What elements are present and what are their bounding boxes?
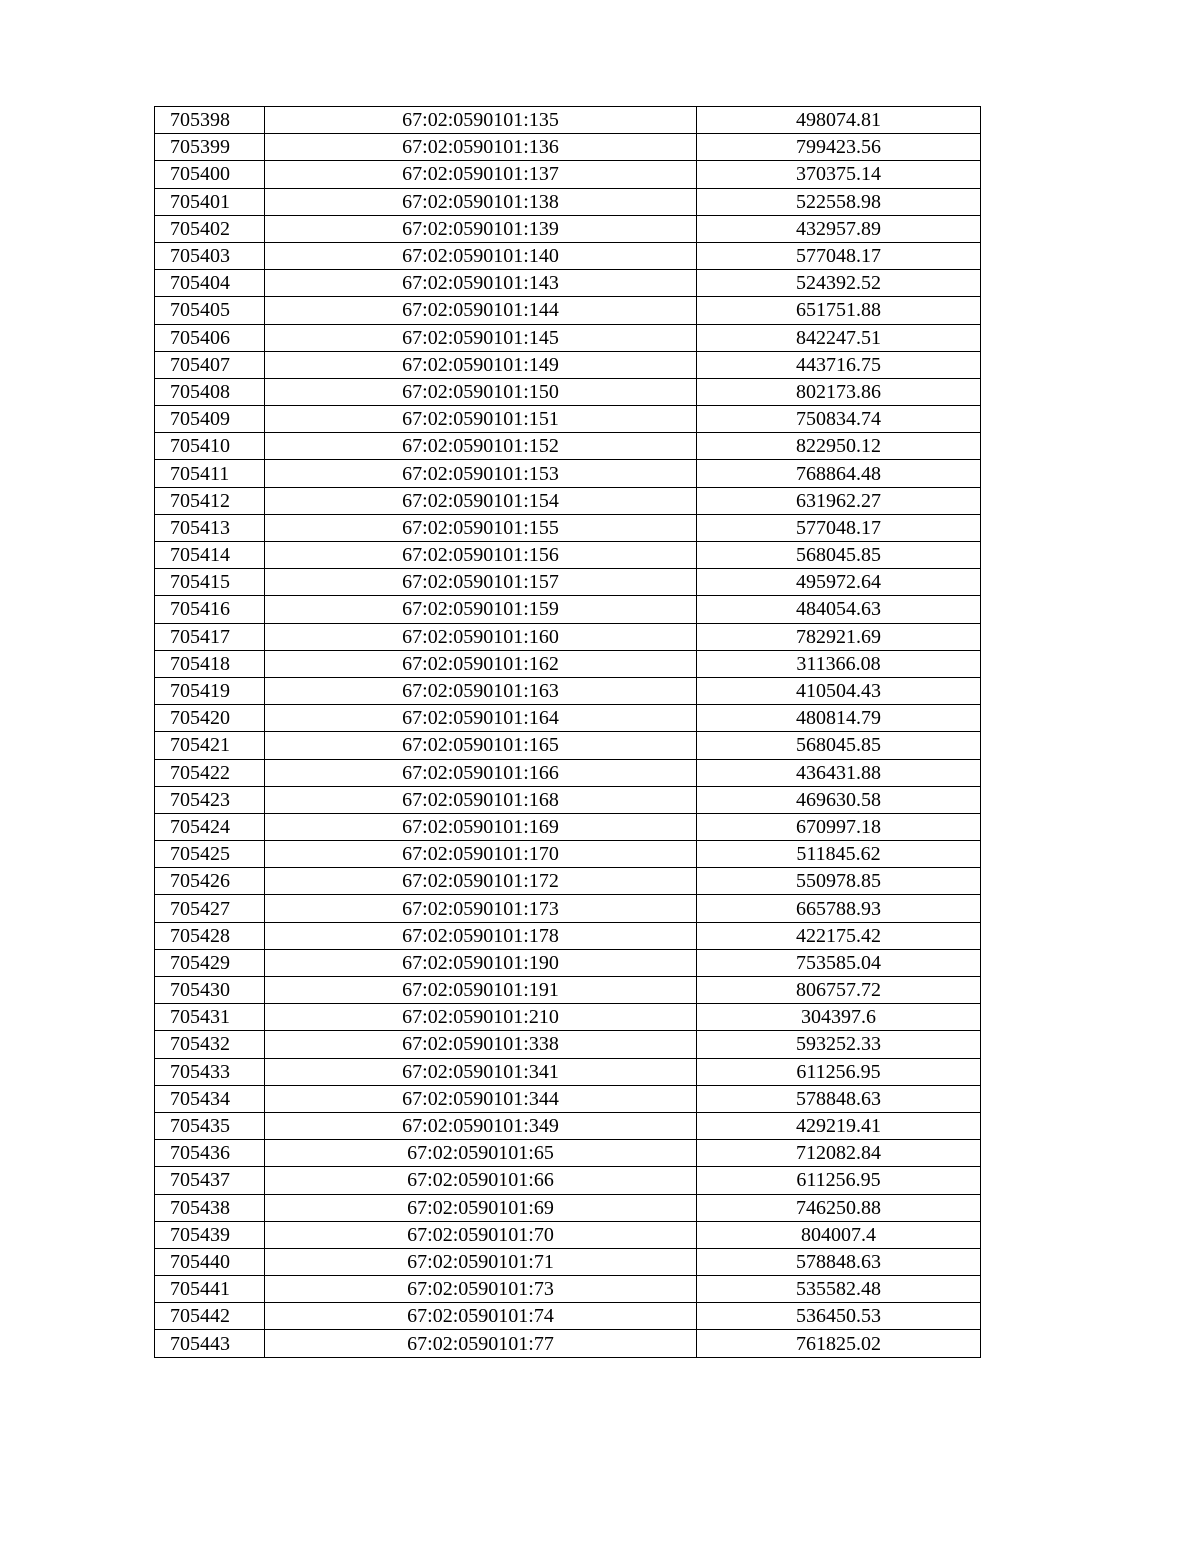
- cadastral-number-cell: 67:02:0590101:150: [265, 378, 697, 405]
- cadastral-number-cell: 67:02:0590101:149: [265, 351, 697, 378]
- value-cell: 422175.42: [697, 922, 981, 949]
- value-cell: 568045.85: [697, 542, 981, 569]
- row-number-cell: 705411: [155, 460, 265, 487]
- cadastral-number-cell: 67:02:0590101:172: [265, 868, 697, 895]
- cadastral-number-cell: 67:02:0590101:74: [265, 1303, 697, 1330]
- row-number-cell: 705431: [155, 1004, 265, 1031]
- table-row: [155, 813, 981, 840]
- cadastral-number-cell: 67:02:0590101:341: [265, 1058, 697, 1085]
- row-number-cell: 705439: [155, 1221, 265, 1248]
- row-number-cell: 705430: [155, 977, 265, 1004]
- value-cell: 524392.52: [697, 270, 981, 297]
- data-table: [154, 106, 981, 1358]
- value-cell: 511845.62: [697, 841, 981, 868]
- row-number-cell: 705408: [155, 378, 265, 405]
- value-cell: 593252.33: [697, 1031, 981, 1058]
- table-row: [155, 1058, 981, 1085]
- cadastral-number-cell: 67:02:0590101:157: [265, 569, 697, 596]
- value-cell: 665788.93: [697, 895, 981, 922]
- row-number-cell: 705434: [155, 1085, 265, 1112]
- value-cell: 782921.69: [697, 623, 981, 650]
- value-cell: 535582.48: [697, 1276, 981, 1303]
- row-number-cell: 705418: [155, 650, 265, 677]
- cadastral-number-cell: 67:02:0590101:338: [265, 1031, 697, 1058]
- row-number-cell: 705416: [155, 596, 265, 623]
- row-number-cell: 705435: [155, 1112, 265, 1139]
- row-number-cell: 705432: [155, 1031, 265, 1058]
- row-number-cell: 705400: [155, 161, 265, 188]
- row-number-cell: 705406: [155, 324, 265, 351]
- table-row: [155, 732, 981, 759]
- cadastral-number-cell: 67:02:0590101:138: [265, 188, 697, 215]
- cadastral-number-cell: 67:02:0590101:169: [265, 813, 697, 840]
- row-number-cell: 705437: [155, 1167, 265, 1194]
- row-number-cell: 705426: [155, 868, 265, 895]
- row-number-cell: 705424: [155, 813, 265, 840]
- value-cell: 799423.56: [697, 134, 981, 161]
- value-cell: 670997.18: [697, 813, 981, 840]
- value-cell: 577048.17: [697, 514, 981, 541]
- row-number-cell: 705404: [155, 270, 265, 297]
- table-row: [155, 705, 981, 732]
- row-number-cell: 705422: [155, 759, 265, 786]
- cadastral-number-cell: 67:02:0590101:152: [265, 433, 697, 460]
- table-row: [155, 623, 981, 650]
- cadastral-number-cell: 67:02:0590101:136: [265, 134, 697, 161]
- table-row: [155, 1248, 981, 1275]
- row-number-cell: 705409: [155, 406, 265, 433]
- value-cell: 484054.63: [697, 596, 981, 623]
- value-cell: 522558.98: [697, 188, 981, 215]
- row-number-cell: 705399: [155, 134, 265, 161]
- table-row: [155, 1112, 981, 1139]
- table-row: [155, 786, 981, 813]
- cadastral-number-cell: 67:02:0590101:166: [265, 759, 697, 786]
- row-number-cell: 705428: [155, 922, 265, 949]
- value-cell: 568045.85: [697, 732, 981, 759]
- row-number-cell: 705412: [155, 487, 265, 514]
- cadastral-number-cell: 67:02:0590101:151: [265, 406, 697, 433]
- value-cell: 536450.53: [697, 1303, 981, 1330]
- cadastral-number-cell: 67:02:0590101:156: [265, 542, 697, 569]
- table-row: [155, 487, 981, 514]
- cadastral-number-cell: 67:02:0590101:163: [265, 677, 697, 704]
- value-cell: 577048.17: [697, 242, 981, 269]
- table-row: [155, 949, 981, 976]
- value-cell: 611256.95: [697, 1058, 981, 1085]
- cadastral-number-cell: 67:02:0590101:70: [265, 1221, 697, 1248]
- row-number-cell: 705420: [155, 705, 265, 732]
- cadastral-number-cell: 67:02:0590101:73: [265, 1276, 697, 1303]
- table-row: [155, 868, 981, 895]
- row-number-cell: 705402: [155, 215, 265, 242]
- value-cell: 761825.02: [697, 1330, 981, 1357]
- cadastral-number-cell: 67:02:0590101:173: [265, 895, 697, 922]
- table-row: [155, 542, 981, 569]
- row-number-cell: 705405: [155, 297, 265, 324]
- table-row: [155, 134, 981, 161]
- value-cell: 480814.79: [697, 705, 981, 732]
- cadastral-number-cell: 67:02:0590101:160: [265, 623, 697, 650]
- row-number-cell: 705433: [155, 1058, 265, 1085]
- row-number-cell: 705417: [155, 623, 265, 650]
- table-row: [155, 406, 981, 433]
- value-cell: 842247.51: [697, 324, 981, 351]
- cadastral-number-cell: 67:02:0590101:154: [265, 487, 697, 514]
- row-number-cell: 705438: [155, 1194, 265, 1221]
- row-number-cell: 705436: [155, 1140, 265, 1167]
- table-row: [155, 1330, 981, 1357]
- table-row: [155, 460, 981, 487]
- row-number-cell: 705425: [155, 841, 265, 868]
- table-row: [155, 270, 981, 297]
- value-cell: 432957.89: [697, 215, 981, 242]
- row-number-cell: 705413: [155, 514, 265, 541]
- table-row: [155, 977, 981, 1004]
- table-row: [155, 895, 981, 922]
- row-number-cell: 705442: [155, 1303, 265, 1330]
- cadastral-number-cell: 67:02:0590101:71: [265, 1248, 697, 1275]
- table-row: [155, 841, 981, 868]
- table-row: [155, 759, 981, 786]
- table-row: [155, 1140, 981, 1167]
- cadastral-number-cell: 67:02:0590101:140: [265, 242, 697, 269]
- row-number-cell: 705421: [155, 732, 265, 759]
- cadastral-number-cell: 67:02:0590101:191: [265, 977, 697, 1004]
- cadastral-number-cell: 67:02:0590101:190: [265, 949, 697, 976]
- cadastral-number-cell: 67:02:0590101:155: [265, 514, 697, 541]
- value-cell: 429219.41: [697, 1112, 981, 1139]
- cadastral-number-cell: 67:02:0590101:164: [265, 705, 697, 732]
- cadastral-number-cell: 67:02:0590101:349: [265, 1112, 697, 1139]
- row-number-cell: 705443: [155, 1330, 265, 1357]
- table-row: [155, 514, 981, 541]
- value-cell: 469630.58: [697, 786, 981, 813]
- table-row: [155, 378, 981, 405]
- table-row: [155, 161, 981, 188]
- cadastral-number-cell: 67:02:0590101:143: [265, 270, 697, 297]
- table-row: [155, 433, 981, 460]
- cadastral-number-cell: 67:02:0590101:65: [265, 1140, 697, 1167]
- value-cell: 550978.85: [697, 868, 981, 895]
- row-number-cell: 705398: [155, 107, 265, 134]
- table-row: [155, 650, 981, 677]
- value-cell: 802173.86: [697, 378, 981, 405]
- cadastral-number-cell: 67:02:0590101:168: [265, 786, 697, 813]
- cadastral-number-cell: 67:02:0590101:145: [265, 324, 697, 351]
- cadastral-number-cell: 67:02:0590101:165: [265, 732, 697, 759]
- value-cell: 631962.27: [697, 487, 981, 514]
- value-cell: 436431.88: [697, 759, 981, 786]
- table-row: [155, 1221, 981, 1248]
- value-cell: 443716.75: [697, 351, 981, 378]
- cadastral-number-cell: 67:02:0590101:66: [265, 1167, 697, 1194]
- row-number-cell: 705441: [155, 1276, 265, 1303]
- cadastral-number-cell: 67:02:0590101:139: [265, 215, 697, 242]
- cadastral-number-cell: 67:02:0590101:159: [265, 596, 697, 623]
- table-row: [155, 1167, 981, 1194]
- table-row: [155, 297, 981, 324]
- cadastral-number-cell: 67:02:0590101:178: [265, 922, 697, 949]
- row-number-cell: 705410: [155, 433, 265, 460]
- table-row: [155, 324, 981, 351]
- table-row: [155, 596, 981, 623]
- value-cell: 804007.4: [697, 1221, 981, 1248]
- table-row: [155, 1276, 981, 1303]
- value-cell: 410504.43: [697, 677, 981, 704]
- table-row: [155, 922, 981, 949]
- cadastral-number-cell: 67:02:0590101:344: [265, 1085, 697, 1112]
- value-cell: 746250.88: [697, 1194, 981, 1221]
- table-row: [155, 1004, 981, 1031]
- table-row: [155, 677, 981, 704]
- value-cell: 498074.81: [697, 107, 981, 134]
- cadastral-number-cell: 67:02:0590101:135: [265, 107, 697, 134]
- table-row: [155, 1085, 981, 1112]
- table-row: [155, 188, 981, 215]
- value-cell: 578848.63: [697, 1248, 981, 1275]
- table-row: [155, 569, 981, 596]
- row-number-cell: 705415: [155, 569, 265, 596]
- value-cell: 712082.84: [697, 1140, 981, 1167]
- value-cell: 578848.63: [697, 1085, 981, 1112]
- cadastral-number-cell: 67:02:0590101:153: [265, 460, 697, 487]
- table-row: [155, 242, 981, 269]
- table-body: [155, 107, 981, 1358]
- table-row: [155, 1303, 981, 1330]
- cadastral-number-cell: 67:02:0590101:170: [265, 841, 697, 868]
- row-number-cell: 705419: [155, 677, 265, 704]
- row-number-cell: 705429: [155, 949, 265, 976]
- table-row: [155, 1194, 981, 1221]
- row-number-cell: 705407: [155, 351, 265, 378]
- value-cell: 750834.74: [697, 406, 981, 433]
- table-row: [155, 107, 981, 134]
- cadastral-number-cell: 67:02:0590101:77: [265, 1330, 697, 1357]
- table-row: [155, 215, 981, 242]
- value-cell: 611256.95: [697, 1167, 981, 1194]
- value-cell: 768864.48: [697, 460, 981, 487]
- value-cell: 370375.14: [697, 161, 981, 188]
- cadastral-number-cell: 67:02:0590101:210: [265, 1004, 697, 1031]
- row-number-cell: 705423: [155, 786, 265, 813]
- row-number-cell: 705427: [155, 895, 265, 922]
- value-cell: 651751.88: [697, 297, 981, 324]
- value-cell: 806757.72: [697, 977, 981, 1004]
- value-cell: 753585.04: [697, 949, 981, 976]
- value-cell: 495972.64: [697, 569, 981, 596]
- table-row: [155, 351, 981, 378]
- row-number-cell: 705440: [155, 1248, 265, 1275]
- row-number-cell: 705401: [155, 188, 265, 215]
- cadastral-number-cell: 67:02:0590101:144: [265, 297, 697, 324]
- row-number-cell: 705403: [155, 242, 265, 269]
- table-row: [155, 1031, 981, 1058]
- cadastral-number-cell: 67:02:0590101:69: [265, 1194, 697, 1221]
- value-cell: 304397.6: [697, 1004, 981, 1031]
- value-cell: 822950.12: [697, 433, 981, 460]
- row-number-cell: 705414: [155, 542, 265, 569]
- cadastral-number-cell: 67:02:0590101:137: [265, 161, 697, 188]
- value-cell: 311366.08: [697, 650, 981, 677]
- cadastral-number-cell: 67:02:0590101:162: [265, 650, 697, 677]
